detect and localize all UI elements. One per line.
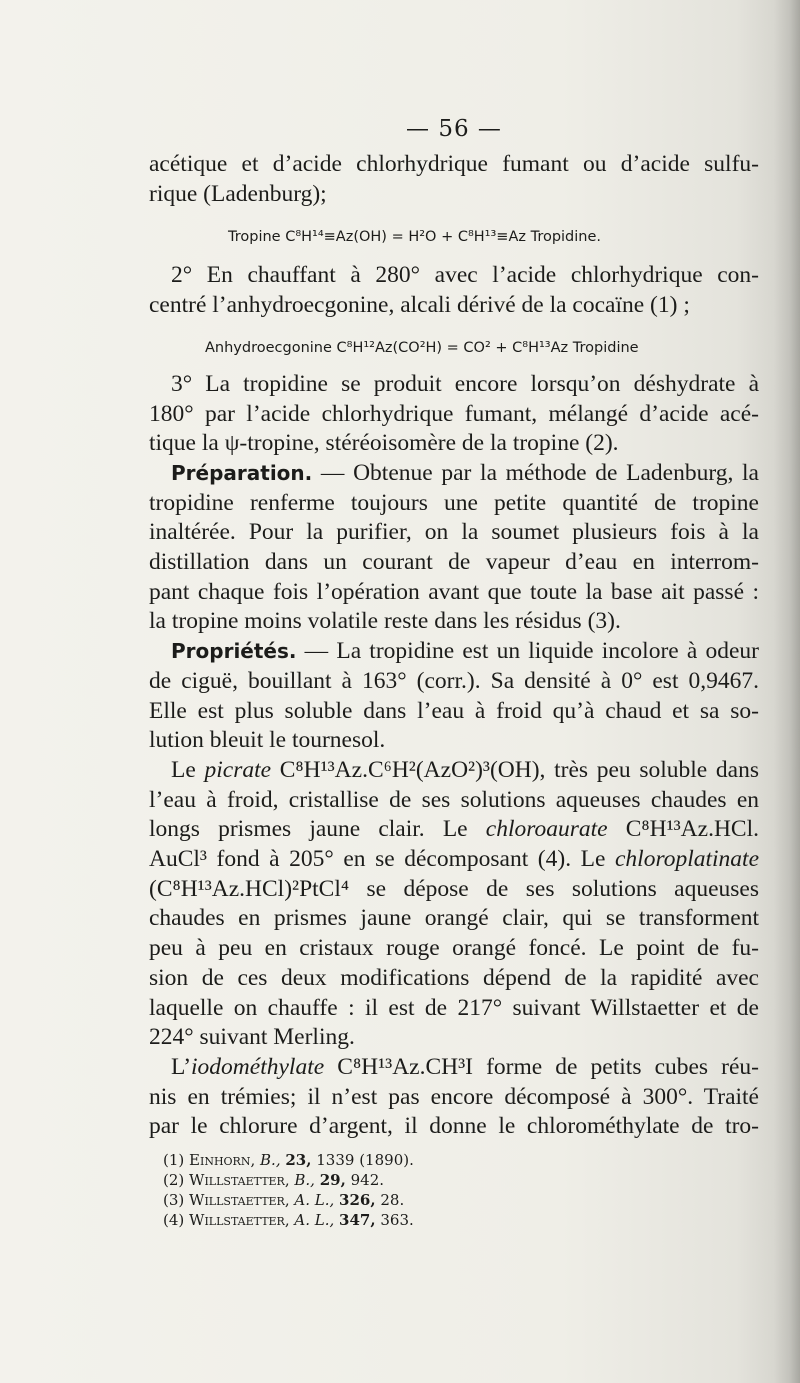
picrate-paragraph-start: Le picrate C⁸H¹³Az.C⁶H²(AzO²)³(OH), très peu soluble dans [171, 756, 759, 783]
text-line: acétique et d’acide chlorhydrique fumant ou d’acide sulfu- [149, 151, 759, 177]
text-line: centré l’anhydroecgonine, alcali dérivé de la cocaïne (1) ; [149, 292, 690, 319]
text-line: peu à peu en cristaux rouge orangé foncé. Le point de fu- [149, 935, 759, 962]
text-line: lution bleuit le tournesol. [149, 727, 386, 754]
text-line: sion de ces deux modifications dépend de la rapidité avec [149, 964, 759, 991]
reaction-formula-2: Anhydroecgonine C⁸H¹²Az(CO²H) = CO² + C⁸H¹³Az Tropidine [205, 340, 639, 356]
text-line: distillation dans un courant de vapeur d’eau en interrom- [149, 549, 759, 576]
page-number: — 56 — [406, 116, 502, 142]
preparation-heading: Préparation. [171, 460, 313, 485]
footnotes [163, 1150, 414, 1230]
proprietes-paragraph-start: Propriétés. — La tropidine est un liquide incolore à odeur [171, 638, 759, 665]
chloroplatinate-term: chloroplatinate [614, 846, 760, 873]
footnote: (2) Willstaetter, B., 29, 942. [163, 1171, 385, 1189]
text-line: tique la ψ-tropine, stéréoisomère de la tropine (2). [149, 430, 619, 457]
text-line: 2° En chauffant à 280° avec l’acide chlorhydrique con- [171, 262, 759, 289]
footnote: (1) Einhorn, B., 23, 1339 (1890). [163, 1151, 414, 1169]
text-line: 3° La tropidine se produit encore lorsqu’on déshydrate à [171, 370, 759, 397]
text-line: pant chaque fois l’opération avant que toute la base ait passé : [149, 578, 759, 605]
iodomethylate-paragraph-start: L’iodométhylate C⁸H¹³Az.CH³I forme de petits cubes réu- [171, 1053, 759, 1080]
text-line: l’eau à froid, cristallise de ses solutions aqueuses chaudes en [149, 786, 759, 813]
picrate-term: picrate [204, 756, 272, 783]
chloroaurate-term: chloroaurate [485, 816, 608, 843]
page-edge-shadow [774, 0, 800, 1383]
text-line: rique (Ladenburg); [149, 180, 327, 207]
text-line: longs prismes jaune clair. Le chloroaurate C⁸H¹³Az.HCl. [149, 816, 760, 843]
preparation-paragraph-start: Préparation. — Obtenue par la méthode de Ladenburg, la [171, 459, 759, 486]
text-line: Elle est plus soluble dans l’eau à froid qu’à chaud et sa so- [149, 697, 759, 724]
proprietes-heading: Propriétés. [171, 639, 297, 664]
footnote: (4) Willstaetter, A. L., 347, 363. [163, 1211, 414, 1229]
text-line: par le chlorure d’argent, il donne le chlorométhylate de tro- [149, 1113, 759, 1140]
reaction-formula-1: Tropine C⁸H¹⁴≡Az(OH) = H²O + C⁸H¹³≡Az Tropidine. [228, 229, 602, 245]
text-line: la tropine moins volatile reste dans les résidus (3). [149, 608, 621, 635]
text-line: 180° par l’acide chlorhydrique fumant, mélangé d’acide acé- [149, 400, 759, 427]
text-line: tropidine renferme toujours une petite quantité de tropine [149, 489, 759, 516]
text-line: inaltérée. Pour la purifier, on la soumet plusieurs fois à la [149, 519, 759, 546]
footnote: (3) Willstaetter, A. L., 326, 28. [163, 1191, 405, 1209]
text-line: nis en trémies; il n’est pas encore décomposé à 300°. Traité [149, 1083, 759, 1110]
text-line: 224° suivant Merling. [149, 1024, 355, 1051]
text-line: (C⁸H¹³Az.HCl)²PtCl⁴ se dépose de ses solutions aqueuses [149, 875, 759, 902]
text-line: chaudes en prismes jaune orangé clair, qui se transforment [149, 905, 759, 932]
iodomethylate-term: iodométhylate [191, 1053, 325, 1080]
text-line: laquelle on chauffe : il est de 217° suivant Willstaetter et de [149, 994, 759, 1021]
text-line: AuCl³ fond à 205° en se décomposant (4). Le chloroplatinate [149, 846, 760, 873]
body-text [149, 150, 759, 1142]
text-line: de ciguë, bouillant à 163° (corr.). Sa densité à 0° est 0,9467. [149, 667, 759, 694]
